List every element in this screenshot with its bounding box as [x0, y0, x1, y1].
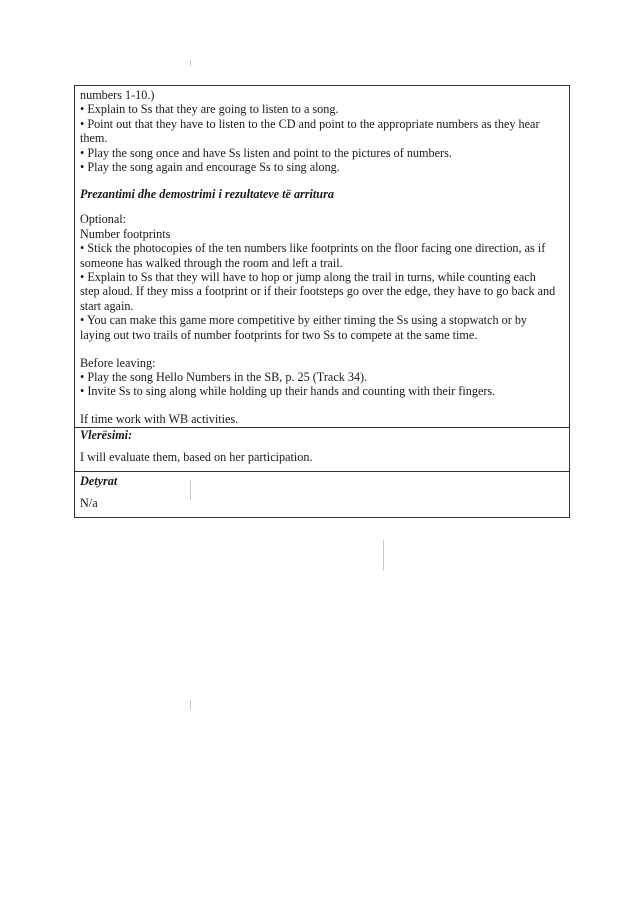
game-line: • You can make this game more competitive by either timing the Ss using a stopwatch or by	[80, 313, 528, 327]
before-leaving-label: Before leaving:	[80, 356, 156, 370]
intro-line: • Play the song again and encourage Ss to sing along.	[80, 160, 340, 174]
scan-speck	[190, 60, 191, 66]
game-line: someone has walked through the room and left a trail.	[80, 256, 343, 270]
scan-speck	[190, 700, 191, 710]
game-line: laying out two trails of number footprints for two Ss to compete at the same time.	[80, 328, 478, 342]
scan-speck	[190, 480, 191, 500]
before-leaving-line: • Invite Ss to sing along while holding up their hands and counting with their fingers.	[80, 384, 496, 398]
intro-line: • Point out that they have to listen to the CD and point to the appropriate numbers as they hear	[80, 117, 540, 131]
lesson-plan-table	[74, 85, 570, 518]
if-time-note: If time work with WB activities.	[80, 412, 239, 426]
intro-line: them.	[80, 131, 108, 145]
game-line: • Stick the photocopies of the ten numbers like footprints on the floor facing one direction, as if	[80, 241, 546, 255]
evaluation-heading: Vlerësimi:	[80, 428, 133, 442]
before-leaving-line: • Play the song Hello Numbers in the SB, p. 25 (Track 34).	[80, 370, 368, 384]
game-line: • Explain to Ss that they will have to hop or jump along the trail in turns, while counting each	[80, 270, 536, 284]
game-line: step aloud. If they miss a footprint or if their footsteps go over the edge, they have to go back and	[80, 284, 556, 298]
results-heading: Prezantimi dhe demostrimi i rezultateve të arritura	[80, 187, 334, 201]
intro-line: numbers 1-10.)	[80, 88, 155, 102]
homework-heading: Detyrat	[80, 474, 118, 488]
game-line: start again.	[80, 299, 134, 313]
scan-speck	[383, 540, 384, 570]
intro-line: • Play the song once and have Ss listen and point to the pictures of numbers.	[80, 146, 452, 160]
optional-label: Optional:	[80, 212, 127, 226]
homework-cell	[75, 471, 569, 517]
evaluation-text: I will evaluate them, based on her participation.	[80, 450, 313, 464]
game-title: Number footprints	[80, 227, 171, 241]
intro-line: • Explain to Ss that they are going to listen to a song.	[80, 102, 339, 116]
evaluation-cell	[75, 427, 569, 471]
activities-cell	[75, 86, 569, 427]
homework-text: N/a	[80, 496, 98, 510]
